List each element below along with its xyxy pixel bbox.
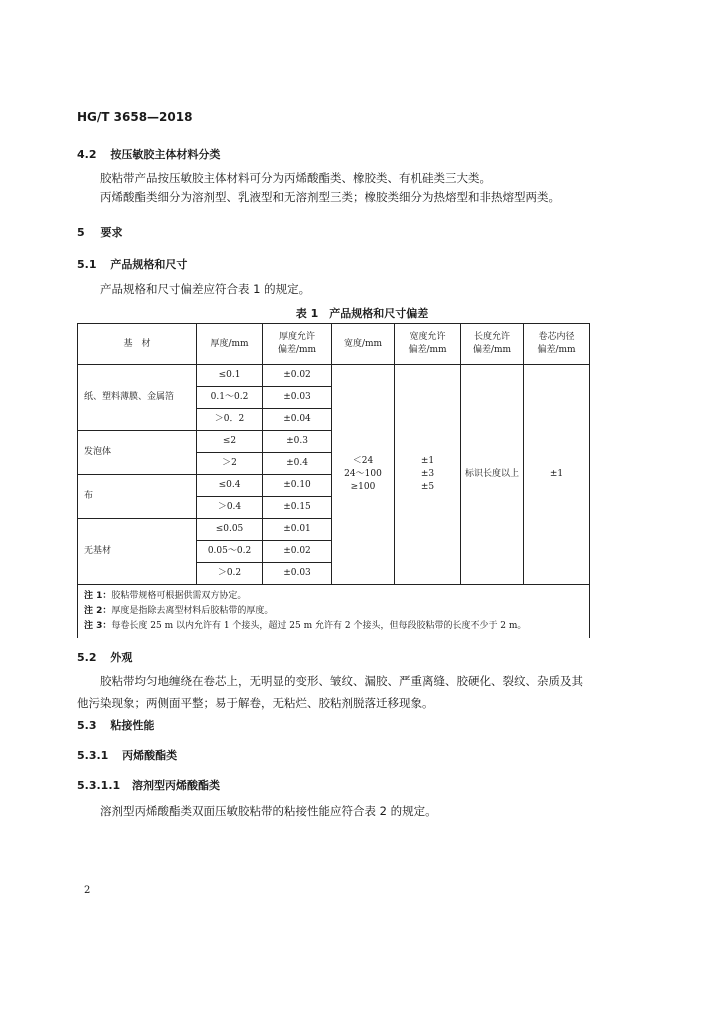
tolerance-cell: ±0.03 <box>263 387 332 409</box>
section-4-2-paragraph-1: 胶粘带产品按压敏胶主体材料可分为丙烯酸酯类、橡胶类、有机硅类三大类。 <box>100 171 491 185</box>
note-label: 注 3： <box>84 621 112 631</box>
group-no-substrate: 无基材 <box>78 519 197 585</box>
tolerance-cell: ±0.10 <box>263 475 332 497</box>
group-cloth: 布 <box>78 475 197 519</box>
section-5-2-heading <box>77 649 132 665</box>
section-title: 溶剂型丙烯酸酯类 <box>132 779 220 792</box>
thickness-cell: ≤0.4 <box>197 475 263 497</box>
section-number: 5 <box>77 226 85 239</box>
table-note-row <box>78 604 590 619</box>
tolerance-cell: ±0.15 <box>263 497 332 519</box>
table-note-row <box>78 619 590 638</box>
thickness-cell: ≤2 <box>197 431 263 453</box>
note-text: 每卷长度 25 m 以内允许有 1 个接头，超过 25 m 允许有 2 个接头，但每段胶粘带的长度不少于 2 m。 <box>111 621 527 631</box>
table-header-row <box>78 324 590 365</box>
section-title: 外观 <box>110 651 133 664</box>
note-label: 注 1： <box>84 591 112 601</box>
section-title: 按压敏胶主体材料分类 <box>110 148 221 161</box>
section-4-2-heading <box>77 146 220 162</box>
tolerance-cell: ±0.02 <box>263 365 332 387</box>
section-number: 4.2 <box>77 148 97 161</box>
standard-code: HG/T 3658—2018 <box>77 110 193 124</box>
section-4-2-paragraph-2: 丙烯酸酯类细分为溶剂型、乳液型和无溶剂型三类；橡胶类细分为热熔型和非热熔型两类。 <box>100 190 560 204</box>
table-row <box>78 365 590 387</box>
section-title: 产品规格和尺寸 <box>110 258 188 271</box>
width-values: ＜24 24～100 ≥100 <box>332 365 395 585</box>
section-5-3-1-1-heading <box>77 777 220 793</box>
header-thickness-tolerance: 厚度允许 偏差/mm <box>263 324 332 365</box>
note-label: 注 2： <box>84 606 112 616</box>
section-5-1-paragraph: 产品规格和尺寸偏差应符合表 1 的规定。 <box>100 282 311 296</box>
section-number: 5.2 <box>77 651 97 664</box>
length-tolerance-value: 标识长度以上 <box>461 365 524 585</box>
section-5-1-heading <box>77 256 187 272</box>
tolerance-cell: ±0.02 <box>263 541 332 563</box>
thickness-cell: ＞0.2 <box>197 563 263 585</box>
thickness-cell: 0.1～0.2 <box>197 387 263 409</box>
table-note-row <box>78 585 590 605</box>
section-title: 丙烯酸酯类 <box>122 749 178 762</box>
width-tolerance-values: ±1 ±3 ±5 <box>395 365 461 585</box>
tolerance-cell: ±0.03 <box>263 563 332 585</box>
spec-table <box>77 323 590 638</box>
section-number: 5.3.1.1 <box>77 779 121 792</box>
page-number: 2 <box>84 885 91 896</box>
group-paper-film-foil: 纸、塑料薄膜、金属箔 <box>78 365 197 431</box>
section-number: 5.3 <box>77 719 97 732</box>
section-number: 5.3.1 <box>77 749 109 762</box>
thickness-cell: ＞2 <box>197 453 263 475</box>
table-note-3 <box>78 619 590 638</box>
section-title: 要求 <box>100 226 123 239</box>
group-foam: 发泡体 <box>78 431 197 475</box>
header-thickness: 厚度/mm <box>197 324 263 365</box>
section-number: 5.1 <box>77 258 97 271</box>
header-width: 宽度/mm <box>332 324 395 365</box>
header-core-tolerance: 卷芯内径 偏差/mm <box>524 324 590 365</box>
note-text: 厚度是指除去离型材料后胶粘带的厚度。 <box>111 606 274 616</box>
section-title: 粘接性能 <box>110 719 155 732</box>
table-note-1 <box>78 585 590 605</box>
section-5-3-1-1-paragraph: 溶剂型丙烯酸酯类双面压敏胶粘带的粘接性能应符合表 2 的规定。 <box>100 804 437 818</box>
thickness-cell: ≤0.05 <box>197 519 263 541</box>
table-caption: 表 1 产品规格和尺寸偏差 <box>295 307 429 320</box>
tolerance-cell: ±0.04 <box>263 409 332 431</box>
thickness-cell: ≤0.1 <box>197 365 263 387</box>
note-text: 胶粘带规格可根据供需双方协定。 <box>111 591 247 601</box>
tolerance-cell: ±0.4 <box>263 453 332 475</box>
section-5-3-heading <box>77 717 154 733</box>
thickness-cell: ＞0．2 <box>197 409 263 431</box>
table-note-2 <box>78 604 590 619</box>
header-substrate: 基 材 <box>78 324 197 365</box>
core-tolerance-value: ±1 <box>524 365 590 585</box>
thickness-cell: 0.05～0.2 <box>197 541 263 563</box>
section-5-2-paragraph: 胶粘带均匀地缠绕在卷芯上，无明显的变形、皱纹、漏胶、严重离缝、胶硬化、裂纹、杂质及其他污染现象；两侧面平整；易于解卷，无粘烂、胶粘剂脱落迁移现象。 <box>77 674 583 710</box>
section-5-heading <box>77 224 123 240</box>
section-5-3-1-heading <box>77 747 177 763</box>
tolerance-cell: ±0.3 <box>263 431 332 453</box>
header-length-tolerance: 长度允许 偏差/mm <box>461 324 524 365</box>
tolerance-cell: ±0.01 <box>263 519 332 541</box>
thickness-cell: ＞0.4 <box>197 497 263 519</box>
header-width-tolerance: 宽度允许 偏差/mm <box>395 324 461 365</box>
